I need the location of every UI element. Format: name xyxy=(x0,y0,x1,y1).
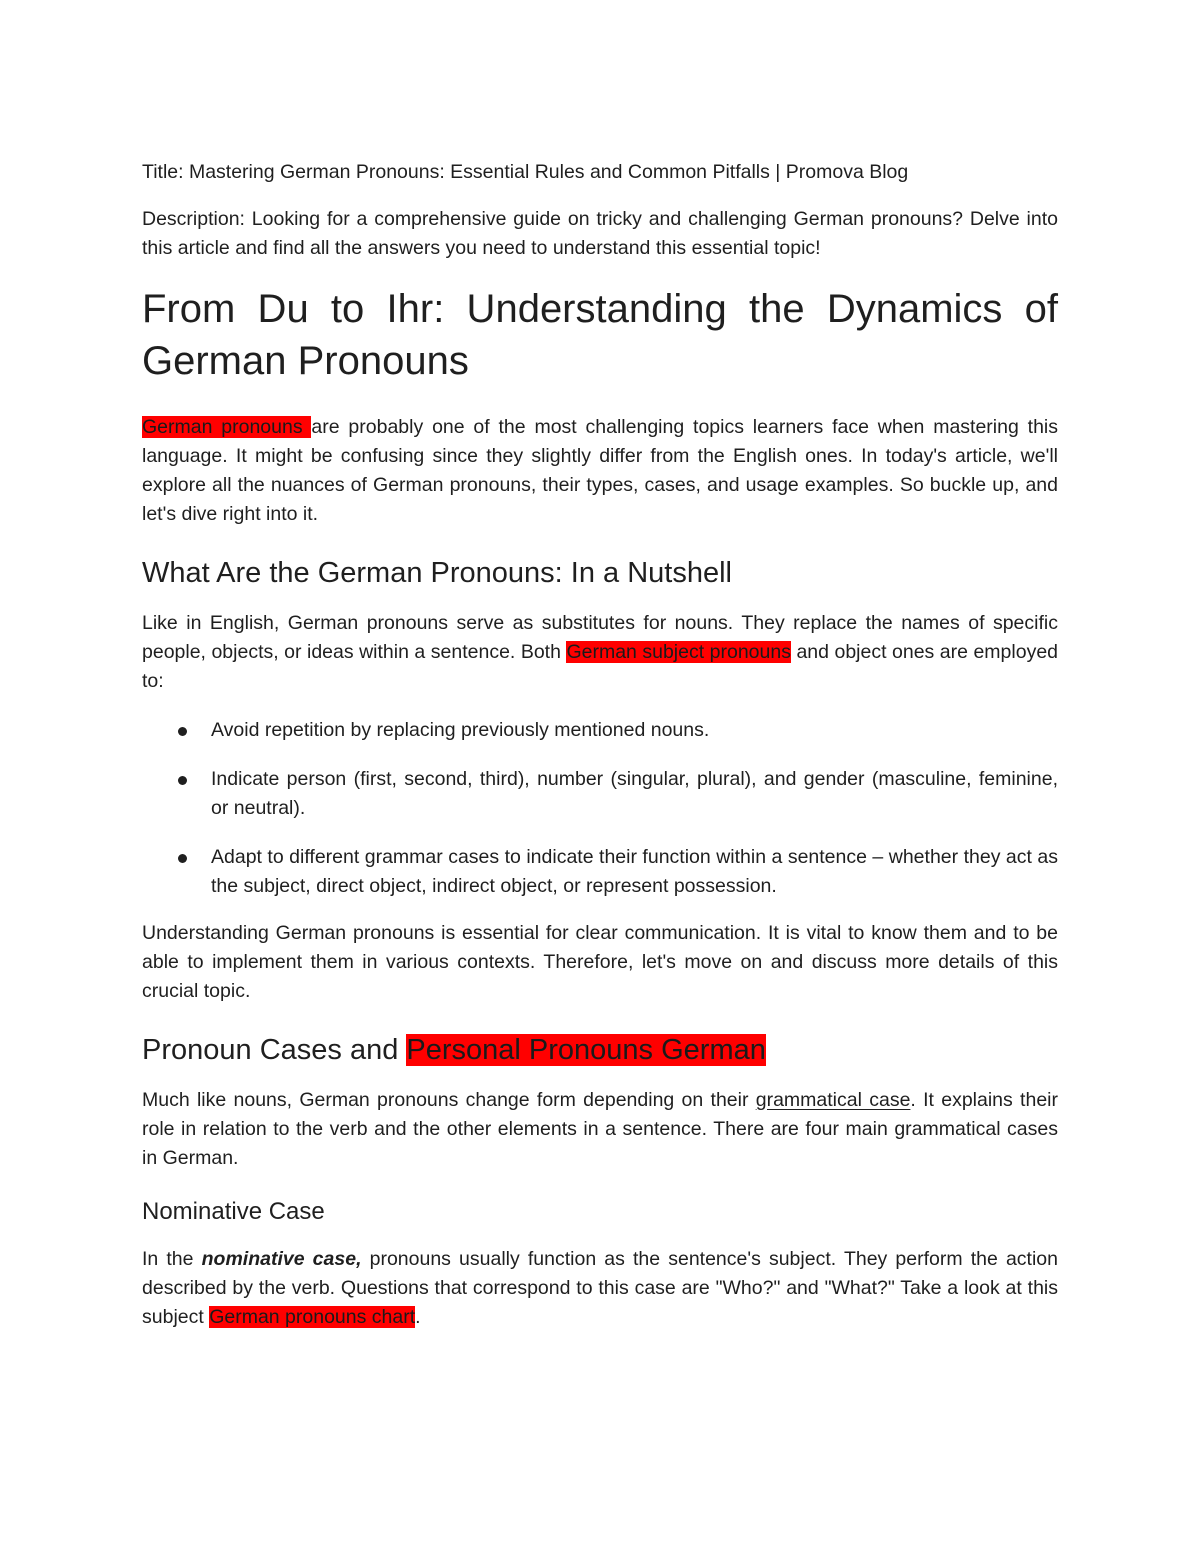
list-item-text: Indicate person (first, second, third), number (singular, plural), and gender (masculine, feminine, or neutral). xyxy=(211,768,1058,819)
bullet-icon xyxy=(178,854,187,863)
section-heading-cases xyxy=(142,1032,1058,1068)
cases-paragraph xyxy=(142,1086,1058,1173)
intro-highlight: German pronouns xyxy=(142,416,312,438)
section-heading-nutshell: What Are the German Pronouns: In a Nutshell xyxy=(142,557,732,589)
nominative-text-mid: pronouns usually function as the sentence's subject. They perform the action described by the verb. Questions that correspond to this case are "Who?" and "What?" Take a look at this subject xyxy=(142,1248,1058,1328)
intro-paragraph xyxy=(142,413,1058,529)
list-item xyxy=(142,716,1058,745)
list-item-text: Avoid repetition by replacing previously mentioned nouns. xyxy=(211,719,710,741)
nutshell-text-after: and object ones are employed to: xyxy=(142,641,1059,692)
cases-text-before: Much like nouns, German pronouns change form depending on their xyxy=(142,1089,756,1111)
meta-description-line: Description: Looking for a comprehensive guide on tricky and challenging German pronouns? Delve into this article and find all the answers you need to understand this essential topic! xyxy=(142,208,1058,259)
personal-pronouns-highlight: Personal Pronouns German xyxy=(406,1034,766,1066)
list-item-text: Adapt to different grammar cases to indicate their function within a sentence – whether they act as the subject, direct object, indirect object, or represent possession. xyxy=(211,846,1058,897)
nominative-paragraph xyxy=(142,1245,1058,1332)
cases-heading-text: Pronoun Cases and xyxy=(142,1034,407,1066)
section-heading-nominative: Nominative Case xyxy=(142,1198,325,1225)
list-item xyxy=(142,843,1058,901)
nutshell-paragraph xyxy=(142,609,1058,696)
cases-text-after: . It explains their role in relation to the verb and the other elements in a sentence. There are four main grammatical cases in German. xyxy=(142,1089,1058,1169)
grammatical-case-link[interactable]: grammatical case xyxy=(755,1089,911,1111)
nominative-text-after: . xyxy=(415,1306,421,1328)
bullet-icon xyxy=(178,727,187,736)
nominative-term: nominative case, xyxy=(201,1248,362,1270)
nutshell-text-before: Like in English, German pronouns serve as substitutes for nouns. They replace the names of specific people, objects, or ideas within a sentence. Both xyxy=(142,612,1058,663)
document-page xyxy=(142,158,1058,1332)
pronouns-chart-highlight: German pronouns chart xyxy=(209,1306,416,1328)
list-item xyxy=(142,765,1058,823)
subject-pronouns-highlight: German subject pronouns xyxy=(566,641,791,663)
bullet-list xyxy=(142,716,1058,901)
meta-title-line: Title: Mastering German Pronouns: Essential Rules and Common Pitfalls | Promova Blog xyxy=(142,161,909,183)
bullet-icon xyxy=(178,776,187,785)
nominative-text-before: In the xyxy=(142,1248,202,1270)
understanding-paragraph: Understanding German pronouns is essential for clear communication. It is vital to know them and to be able to implement them in various contexts. Therefore, let's move on and discuss more details of this crucial topic. xyxy=(142,922,1058,1002)
article-title: From Du to Ihr: Understanding the Dynamics of German Pronouns xyxy=(142,287,1058,383)
intro-text: are probably one of the most challenging topics learners face when mastering this language. It might be confusing since they slightly differ from the English ones. In today's article, we'll explore all the nuances of German pronouns, their types, cases, and usage examples. So buckle up, and let's dive right into it. xyxy=(142,416,1058,525)
